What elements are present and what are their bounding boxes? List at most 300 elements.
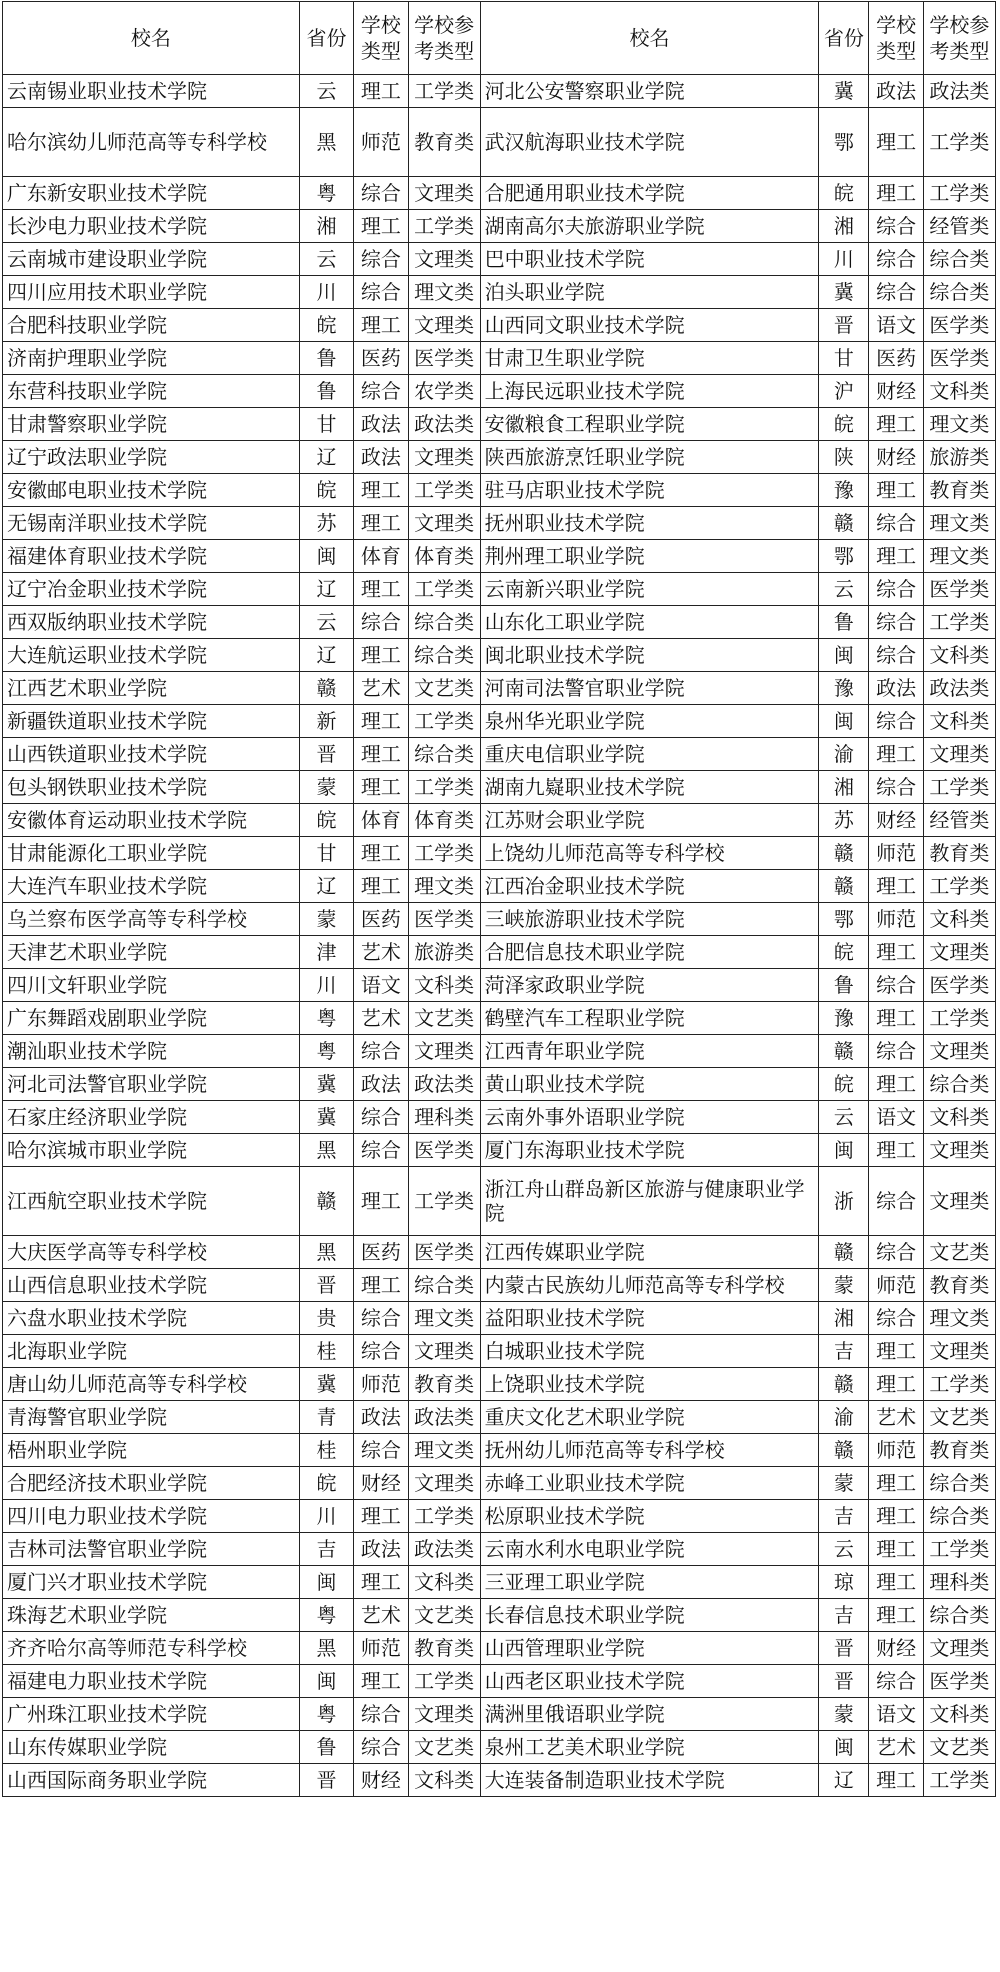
table-row <box>3 243 996 276</box>
cell-name-1: 合肥科技职业学院 <box>3 309 300 342</box>
table-row <box>3 1434 996 1467</box>
cell-type-1: 理工 <box>354 573 408 606</box>
cell-type-2: 综合 <box>869 1665 923 1698</box>
cell-type-2: 综合 <box>869 276 923 309</box>
cell-name-2: 江西冶金职业技术学院 <box>480 870 819 903</box>
cell-province-2: 皖 <box>819 936 869 969</box>
cell-ref-type-1: 政法类 <box>408 1401 480 1434</box>
cell-ref-type-1: 文科类 <box>408 969 480 1002</box>
cell-ref-type-1: 医学类 <box>408 1134 480 1167</box>
cell-type-2: 综合 <box>869 507 923 540</box>
cell-ref-type-2: 教育类 <box>923 837 995 870</box>
table-row <box>3 1599 996 1632</box>
cell-ref-type-1: 医学类 <box>408 1236 480 1269</box>
cell-name-2: 合肥通用职业技术学院 <box>480 177 819 210</box>
cell-province-1: 黑 <box>299 1236 353 1269</box>
cell-ref-type-2: 文艺类 <box>923 1731 995 1764</box>
header-province-2-text: 省份 <box>823 26 864 50</box>
table-row <box>3 804 996 837</box>
cell-province-1: 粤 <box>299 1002 353 1035</box>
cell-name-2: 泊头职业学院 <box>480 276 819 309</box>
cell-province-2: 皖 <box>819 1068 869 1101</box>
cell-type-1: 理工 <box>354 309 408 342</box>
cell-name-2: 陕西旅游烹饪职业学院 <box>480 441 819 474</box>
cell-name-1: 广东新安职业技术学院 <box>3 177 300 210</box>
cell-province-1: 皖 <box>299 1467 353 1500</box>
table-row <box>3 936 996 969</box>
cell-ref-type-1: 工学类 <box>408 1500 480 1533</box>
cell-type-1: 理工 <box>354 75 408 108</box>
table-row <box>3 1368 996 1401</box>
cell-type-2: 理工 <box>869 474 923 507</box>
cell-type-2: 财经 <box>869 1632 923 1665</box>
cell-ref-type-2: 工学类 <box>923 1368 995 1401</box>
cell-name-2: 巴中职业技术学院 <box>480 243 819 276</box>
cell-ref-type-2: 经管类 <box>923 210 995 243</box>
cell-type-1: 政法 <box>354 408 408 441</box>
header-ref-type-2-text: 学校参考类型 <box>929 13 990 63</box>
cell-name-1: 云南锡业职业技术学院 <box>3 75 300 108</box>
cell-type-1: 理工 <box>354 738 408 771</box>
cell-name-1: 齐齐哈尔高等师范专科学校 <box>3 1632 300 1665</box>
cell-ref-type-2: 文科类 <box>923 1101 995 1134</box>
table-row <box>3 1269 996 1302</box>
cell-name-1: 无锡南洋职业技术学院 <box>3 507 300 540</box>
cell-province-2: 蒙 <box>819 1467 869 1500</box>
cell-ref-type-1: 文艺类 <box>408 1002 480 1035</box>
cell-type-2: 理工 <box>869 1500 923 1533</box>
cell-type-1: 艺术 <box>354 672 408 705</box>
cell-name-2: 湖南九嶷职业技术学院 <box>480 771 819 804</box>
cell-type-2: 综合 <box>869 639 923 672</box>
cell-province-1: 晋 <box>299 1764 353 1797</box>
cell-ref-type-2: 文理类 <box>923 1035 995 1068</box>
cell-type-1: 理工 <box>354 210 408 243</box>
cell-name-1: 山西铁道职业技术学院 <box>3 738 300 771</box>
cell-ref-type-2: 医学类 <box>923 309 995 342</box>
cell-ref-type-2: 综合类 <box>923 243 995 276</box>
table-row <box>3 1236 996 1269</box>
cell-ref-type-2: 工学类 <box>923 1764 995 1797</box>
table-row <box>3 474 996 507</box>
cell-name-2: 松原职业技术学院 <box>480 1500 819 1533</box>
cell-ref-type-2: 旅游类 <box>923 441 995 474</box>
cell-type-1: 政法 <box>354 1068 408 1101</box>
cell-ref-type-1: 工学类 <box>408 1665 480 1698</box>
header-name-2-text: 校名 <box>629 26 670 50</box>
cell-type-1: 综合 <box>354 1434 408 1467</box>
table-row <box>3 1401 996 1434</box>
cell-province-1: 冀 <box>299 1368 353 1401</box>
cell-name-2: 泉州华光职业学院 <box>480 705 819 738</box>
cell-ref-type-2: 教育类 <box>923 1269 995 1302</box>
cell-province-2: 鄂 <box>819 903 869 936</box>
cell-province-1: 甘 <box>299 837 353 870</box>
cell-province-1: 津 <box>299 936 353 969</box>
table-row <box>3 309 996 342</box>
cell-ref-type-2: 医学类 <box>923 1665 995 1698</box>
cell-type-1: 语文 <box>354 969 408 1002</box>
cell-name-1: 安徽邮电职业技术学院 <box>3 474 300 507</box>
cell-type-1: 理工 <box>354 705 408 738</box>
cell-name-2: 浙江舟山群岛新区旅游与健康职业学院 <box>480 1167 819 1236</box>
cell-type-2: 理工 <box>869 1068 923 1101</box>
cell-ref-type-2: 理科类 <box>923 1566 995 1599</box>
cell-ref-type-2: 医学类 <box>923 969 995 1002</box>
cell-type-2: 综合 <box>869 969 923 1002</box>
cell-ref-type-1: 教育类 <box>408 108 480 177</box>
cell-name-1: 辽宁政法职业学院 <box>3 441 300 474</box>
table-row <box>3 771 996 804</box>
cell-name-1: 甘肃警察职业学院 <box>3 408 300 441</box>
cell-name-1: 青海警官职业学院 <box>3 1401 300 1434</box>
cell-ref-type-2: 工学类 <box>923 177 995 210</box>
cell-province-1: 闽 <box>299 540 353 573</box>
cell-name-2: 河北公安警察职业学院 <box>480 75 819 108</box>
cell-type-2: 财经 <box>869 804 923 837</box>
cell-ref-type-1: 文艺类 <box>408 1599 480 1632</box>
cell-ref-type-1: 工学类 <box>408 210 480 243</box>
cell-type-1: 医药 <box>354 342 408 375</box>
cell-name-1: 合肥经济技术职业学院 <box>3 1467 300 1500</box>
cell-type-1: 师范 <box>354 108 408 177</box>
cell-ref-type-1: 文理类 <box>408 309 480 342</box>
table-body <box>3 75 996 1797</box>
cell-type-1: 综合 <box>354 243 408 276</box>
cell-ref-type-2: 文理类 <box>923 1335 995 1368</box>
cell-name-1: 大庆医学高等专科学校 <box>3 1236 300 1269</box>
cell-ref-type-2: 综合类 <box>923 1599 995 1632</box>
cell-ref-type-1: 工学类 <box>408 573 480 606</box>
cell-ref-type-1: 教育类 <box>408 1632 480 1665</box>
cell-province-1: 湘 <box>299 210 353 243</box>
cell-province-1: 晋 <box>299 1269 353 1302</box>
table-row <box>3 705 996 738</box>
cell-ref-type-1: 政法类 <box>408 1533 480 1566</box>
cell-ref-type-1: 综合类 <box>408 606 480 639</box>
table-row <box>3 870 996 903</box>
cell-province-1: 闽 <box>299 1665 353 1698</box>
cell-ref-type-1: 文科类 <box>408 1566 480 1599</box>
cell-type-1: 师范 <box>354 1368 408 1401</box>
cell-type-1: 综合 <box>354 1302 408 1335</box>
cell-name-2: 长春信息技术职业学院 <box>480 1599 819 1632</box>
cell-type-1: 医药 <box>354 903 408 936</box>
cell-ref-type-2: 工学类 <box>923 606 995 639</box>
cell-ref-type-2: 经管类 <box>923 804 995 837</box>
cell-type-1: 财经 <box>354 1467 408 1500</box>
cell-type-2: 综合 <box>869 1035 923 1068</box>
cell-name-1: 福建体育职业技术学院 <box>3 540 300 573</box>
cell-type-1: 艺术 <box>354 1599 408 1632</box>
cell-province-2: 渝 <box>819 1401 869 1434</box>
cell-ref-type-2: 工学类 <box>923 1002 995 1035</box>
cell-ref-type-2: 文艺类 <box>923 1401 995 1434</box>
cell-province-2: 湘 <box>819 771 869 804</box>
table-row <box>3 1566 996 1599</box>
cell-province-1: 苏 <box>299 507 353 540</box>
cell-ref-type-1: 体育类 <box>408 804 480 837</box>
cell-province-1: 辽 <box>299 441 353 474</box>
cell-province-1: 云 <box>299 243 353 276</box>
header-type-1-text: 学校类型 <box>360 13 401 63</box>
cell-province-2: 沪 <box>819 375 869 408</box>
cell-type-2: 艺术 <box>869 1731 923 1764</box>
header-province-1 <box>299 2 353 75</box>
cell-province-2: 鄂 <box>819 108 869 177</box>
cell-type-1: 政法 <box>354 441 408 474</box>
cell-province-2: 豫 <box>819 672 869 705</box>
cell-name-2: 上饶职业技术学院 <box>480 1368 819 1401</box>
cell-ref-type-2: 理文类 <box>923 1302 995 1335</box>
cell-type-2: 综合 <box>869 1302 923 1335</box>
cell-name-1: 大连航运职业技术学院 <box>3 639 300 672</box>
cell-type-2: 政法 <box>869 75 923 108</box>
cell-ref-type-1: 理文类 <box>408 1302 480 1335</box>
cell-name-1: 河北司法警官职业学院 <box>3 1068 300 1101</box>
cell-name-1: 乌兰察布医学高等专科学校 <box>3 903 300 936</box>
cell-ref-type-2: 工学类 <box>923 771 995 804</box>
cell-province-2: 吉 <box>819 1500 869 1533</box>
cell-name-2: 山西老区职业技术学院 <box>480 1665 819 1698</box>
cell-name-2: 云南新兴职业学院 <box>480 573 819 606</box>
cell-type-1: 综合 <box>354 1101 408 1134</box>
cell-type-1: 综合 <box>354 1698 408 1731</box>
cell-province-1: 贵 <box>299 1302 353 1335</box>
cell-province-2: 闽 <box>819 639 869 672</box>
table-row <box>3 210 996 243</box>
cell-type-1: 综合 <box>354 177 408 210</box>
table-row <box>3 1101 996 1134</box>
cell-type-1: 体育 <box>354 540 408 573</box>
cell-ref-type-2: 综合类 <box>923 1500 995 1533</box>
cell-ref-type-1: 文艺类 <box>408 1731 480 1764</box>
cell-name-1: 四川文轩职业学院 <box>3 969 300 1002</box>
college-table <box>2 1 996 1797</box>
cell-type-1: 政法 <box>354 1533 408 1566</box>
cell-name-1: 哈尔滨城市职业学院 <box>3 1134 300 1167</box>
table-row <box>3 837 996 870</box>
cell-name-2: 河南司法警官职业学院 <box>480 672 819 705</box>
cell-province-2: 川 <box>819 243 869 276</box>
cell-province-2: 蒙 <box>819 1698 869 1731</box>
cell-province-2: 赣 <box>819 507 869 540</box>
cell-ref-type-1: 文理类 <box>408 1467 480 1500</box>
cell-ref-type-1: 体育类 <box>408 540 480 573</box>
table-row <box>3 903 996 936</box>
cell-name-1: 东营科技职业学院 <box>3 375 300 408</box>
table-row <box>3 1302 996 1335</box>
cell-name-1: 四川电力职业技术学院 <box>3 1500 300 1533</box>
cell-type-1: 理工 <box>354 771 408 804</box>
cell-type-1: 体育 <box>354 804 408 837</box>
cell-name-1: 江西艺术职业学院 <box>3 672 300 705</box>
cell-name-2: 湖南高尔夫旅游职业学院 <box>480 210 819 243</box>
cell-type-1: 理工 <box>354 837 408 870</box>
cell-ref-type-1: 工学类 <box>408 75 480 108</box>
cell-name-2: 荆州理工职业学院 <box>480 540 819 573</box>
cell-type-2: 语文 <box>869 1698 923 1731</box>
cell-province-2: 冀 <box>819 75 869 108</box>
cell-ref-type-1: 文理类 <box>408 1698 480 1731</box>
cell-ref-type-1: 文科类 <box>408 1764 480 1797</box>
cell-type-2: 综合 <box>869 771 923 804</box>
cell-name-2: 菏泽家政职业学院 <box>480 969 819 1002</box>
cell-type-1: 理工 <box>354 507 408 540</box>
cell-type-2: 师范 <box>869 903 923 936</box>
cell-name-1: 北海职业学院 <box>3 1335 300 1368</box>
cell-province-1: 川 <box>299 969 353 1002</box>
cell-name-1: 新疆铁道职业技术学院 <box>3 705 300 738</box>
cell-province-1: 吉 <box>299 1533 353 1566</box>
table-row <box>3 1335 996 1368</box>
table-row <box>3 1731 996 1764</box>
cell-province-1: 皖 <box>299 309 353 342</box>
cell-type-1: 综合 <box>354 1134 408 1167</box>
cell-type-2: 理工 <box>869 177 923 210</box>
cell-province-2: 赣 <box>819 1236 869 1269</box>
cell-ref-type-2: 政法类 <box>923 75 995 108</box>
cell-province-2: 陕 <box>819 441 869 474</box>
cell-ref-type-2: 工学类 <box>923 1533 995 1566</box>
cell-province-2: 云 <box>819 573 869 606</box>
cell-type-1: 综合 <box>354 606 408 639</box>
cell-name-2: 泉州工艺美术职业学院 <box>480 1731 819 1764</box>
cell-ref-type-2: 文理类 <box>923 1167 995 1236</box>
cell-ref-type-2: 综合类 <box>923 1068 995 1101</box>
table-row <box>3 738 996 771</box>
table-row <box>3 375 996 408</box>
cell-ref-type-1: 文理类 <box>408 441 480 474</box>
cell-ref-type-2: 教育类 <box>923 1434 995 1467</box>
cell-type-2: 理工 <box>869 738 923 771</box>
cell-province-1: 赣 <box>299 1167 353 1236</box>
cell-name-2: 闽北职业技术学院 <box>480 639 819 672</box>
cell-province-2: 甘 <box>819 342 869 375</box>
cell-type-1: 理工 <box>354 1566 408 1599</box>
cell-province-2: 皖 <box>819 408 869 441</box>
cell-ref-type-1: 工学类 <box>408 771 480 804</box>
cell-type-1: 理工 <box>354 870 408 903</box>
cell-type-2: 理工 <box>869 1599 923 1632</box>
cell-name-1: 山西国际商务职业学院 <box>3 1764 300 1797</box>
cell-name-1: 山西信息职业技术学院 <box>3 1269 300 1302</box>
cell-ref-type-1: 理文类 <box>408 870 480 903</box>
header-name-1 <box>3 2 300 75</box>
cell-name-2: 甘肃卫生职业学院 <box>480 342 819 375</box>
cell-name-2: 云南水利水电职业学院 <box>480 1533 819 1566</box>
cell-type-1: 理工 <box>354 1500 408 1533</box>
cell-ref-type-2: 教育类 <box>923 474 995 507</box>
cell-province-2: 鲁 <box>819 969 869 1002</box>
cell-province-1: 辽 <box>299 870 353 903</box>
cell-province-2: 吉 <box>819 1599 869 1632</box>
cell-type-2: 医药 <box>869 342 923 375</box>
cell-ref-type-1: 工学类 <box>408 705 480 738</box>
cell-name-2: 抚州幼儿师范高等专科学校 <box>480 1434 819 1467</box>
cell-type-1: 艺术 <box>354 1002 408 1035</box>
cell-province-1: 鲁 <box>299 1731 353 1764</box>
cell-name-2: 山西同文职业技术学院 <box>480 309 819 342</box>
cell-type-1: 政法 <box>354 1401 408 1434</box>
cell-type-2: 理工 <box>869 1134 923 1167</box>
cell-province-1: 辽 <box>299 573 353 606</box>
cell-province-2: 琼 <box>819 1566 869 1599</box>
cell-type-2: 财经 <box>869 375 923 408</box>
cell-type-1: 综合 <box>354 375 408 408</box>
cell-type-2: 综合 <box>869 243 923 276</box>
header-ref-type-1-text: 学校参考类型 <box>414 13 475 63</box>
cell-province-2: 湘 <box>819 210 869 243</box>
cell-ref-type-1: 政法类 <box>408 1068 480 1101</box>
cell-type-2: 理工 <box>869 1533 923 1566</box>
cell-name-2: 山东化工职业学院 <box>480 606 819 639</box>
cell-province-2: 晋 <box>819 1632 869 1665</box>
cell-type-1: 综合 <box>354 1731 408 1764</box>
cell-province-2: 鄂 <box>819 540 869 573</box>
table-row <box>3 606 996 639</box>
cell-province-2: 湘 <box>819 1302 869 1335</box>
header-ref-type-1 <box>408 2 480 75</box>
cell-name-2: 合肥信息技术职业学院 <box>480 936 819 969</box>
cell-province-1: 辽 <box>299 639 353 672</box>
cell-ref-type-1: 文理类 <box>408 243 480 276</box>
cell-province-2: 赣 <box>819 870 869 903</box>
cell-ref-type-2: 医学类 <box>923 342 995 375</box>
table-row <box>3 1035 996 1068</box>
table-row <box>3 1500 996 1533</box>
cell-province-1: 云 <box>299 606 353 639</box>
cell-province-1: 闽 <box>299 1566 353 1599</box>
cell-name-1: 广东舞蹈戏剧职业学院 <box>3 1002 300 1035</box>
cell-type-2: 师范 <box>869 837 923 870</box>
cell-type-2: 理工 <box>869 1764 923 1797</box>
table-row <box>3 75 996 108</box>
header-type-2 <box>869 2 923 75</box>
cell-type-2: 理工 <box>869 108 923 177</box>
cell-name-2: 黄山职业技术学院 <box>480 1068 819 1101</box>
cell-type-2: 政法 <box>869 672 923 705</box>
table-row <box>3 342 996 375</box>
cell-name-1: 梧州职业学院 <box>3 1434 300 1467</box>
cell-type-2: 理工 <box>869 936 923 969</box>
header-province-1-text: 省份 <box>306 26 347 50</box>
cell-name-2: 大连装备制造职业技术学院 <box>480 1764 819 1797</box>
cell-type-2: 综合 <box>869 606 923 639</box>
cell-province-1: 甘 <box>299 408 353 441</box>
cell-ref-type-1: 农学类 <box>408 375 480 408</box>
cell-name-1: 甘肃能源化工职业学院 <box>3 837 300 870</box>
cell-province-2: 鲁 <box>819 606 869 639</box>
header-ref-type-2 <box>923 2 995 75</box>
cell-type-2: 理工 <box>869 1368 923 1401</box>
cell-province-1: 晋 <box>299 738 353 771</box>
cell-name-2: 上海民远职业技术学院 <box>480 375 819 408</box>
cell-province-1: 冀 <box>299 1101 353 1134</box>
cell-name-1: 潮汕职业技术学院 <box>3 1035 300 1068</box>
cell-ref-type-2: 理文类 <box>923 540 995 573</box>
cell-type-1: 财经 <box>354 1764 408 1797</box>
cell-name-1: 云南城市建设职业学院 <box>3 243 300 276</box>
cell-name-1: 山东传媒职业学院 <box>3 1731 300 1764</box>
cell-name-2: 江西青年职业学院 <box>480 1035 819 1068</box>
cell-ref-type-2: 文科类 <box>923 903 995 936</box>
cell-province-2: 豫 <box>819 474 869 507</box>
cell-province-2: 豫 <box>819 1002 869 1035</box>
table-row <box>3 177 996 210</box>
cell-name-2: 云南外事外语职业学院 <box>480 1101 819 1134</box>
cell-province-1: 皖 <box>299 474 353 507</box>
